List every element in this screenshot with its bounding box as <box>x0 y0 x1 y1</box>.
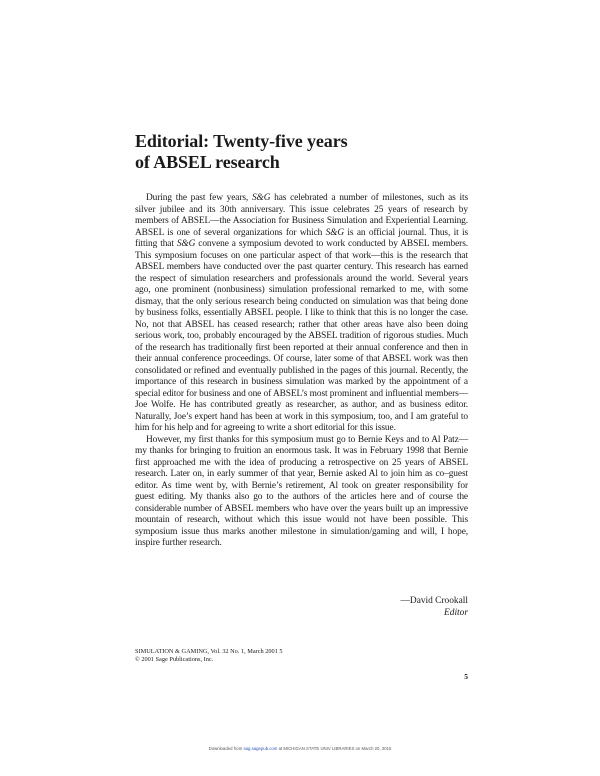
journal-abbrev: S&G <box>251 193 271 203</box>
download-prefix: Downloaded from <box>208 746 244 751</box>
author-role: Editor <box>444 608 468 618</box>
editorial-title <box>135 131 348 173</box>
author-name: —David Crookall <box>400 596 468 606</box>
journal-abbrev: S&G <box>176 239 196 249</box>
text-run: convene a symposium devoted to work conducted by ABSEL members. This symposium focuses on one particular aspect of that work—this is the research that ABSEL members have conducted over the past quarter century. This research has earned the respect of simulation researchers and professionals around the world. Several years ago, one prominent (nonbusiness) simulation professional remarked to me, with some dismay, that the only serious research being conducted on simulation was that being done by business folks, essentially ABSEL people. I like to think that this is no longer the case. No, not that ABSEL has ceased research; rather that other areas have also been doing serious work, too, probably encouraged by the ABSEL tradition of rigorous studies. Much of the research has traditionally first been reported at their annual conference and then in their annual conference proceedings. Of course, later some of that ABSEL work was then consolidated or refined and eventually published in the pages of this journal. Recently, the importance of this research in business simulation was marked by the appointment of a special editor for business and one of ABSEL’s most prominent and influential members—Joe Wolfe. He has contributed greatly as researcher, as author, and as business editor. Naturally, Joe’s expert hand has been at work in this symposium, too, and I am grateful to him for his help and for agreeing to write a short editorial for this issue. <box>135 239 468 433</box>
download-notice <box>0 746 600 751</box>
download-suffix: at MICHIGAN STATE UNIV LIBRARIES on March 20, 2015 <box>277 746 392 751</box>
download-link[interactable]: sag.sagepub.com <box>243 746 278 751</box>
copyright-notice: © 2001 Sage Publications, Inc. <box>135 656 214 664</box>
text-run: has celebrated a number of milestones, such as its silver jubilee and its 30th anniversary. This issue celebrates 25 years of research by members of ABSEL—the Association for Business Simulation and Experiential Learning. ABSEL is one of several organizations for which <box>135 193 468 238</box>
text-run: During the past few years, <box>146 193 252 203</box>
journal-citation: SIMULATION & GAMING, Vol. 32 No. 1, March 2001 5 <box>135 648 283 655</box>
editorial-body <box>135 193 468 550</box>
body-paragraph-1 <box>135 193 468 435</box>
journal-info <box>135 648 283 665</box>
page-number: 5 <box>464 672 468 681</box>
text-run: However, my first thanks for this symposium must go to Bernie Keys and to Al Patz—my thanks for bringing to fruition an enormous task. It was in February 1998 that Bernie first approached me with the idea of producing a retrospective on 25 years of ABSEL research. Later on, in early summer of that year, Bernie asked Al to join him as co–guest editor. As time went by, with Bernie’s retirement, Al took on greater responsibility for guest editing. My thanks also go to the authors of the articles here and of course the considerable number of ABSEL members who have over the years built up an impressive mountain of research, without which this issue would not have been possible. This symposium issue thus marks another milestone in simulation/gaming and will, I hope, inspire further research. <box>135 434 468 548</box>
signoff <box>401 595 468 619</box>
journal-abbrev: S&G <box>325 227 345 238</box>
body-paragraph-2 <box>135 435 468 550</box>
title-line-1: Editorial: Twenty-five years <box>135 131 348 151</box>
title-line-2: of ABSEL research <box>135 152 280 172</box>
text-run: is an official journal. Thus, it is fitting that <box>135 227 468 249</box>
